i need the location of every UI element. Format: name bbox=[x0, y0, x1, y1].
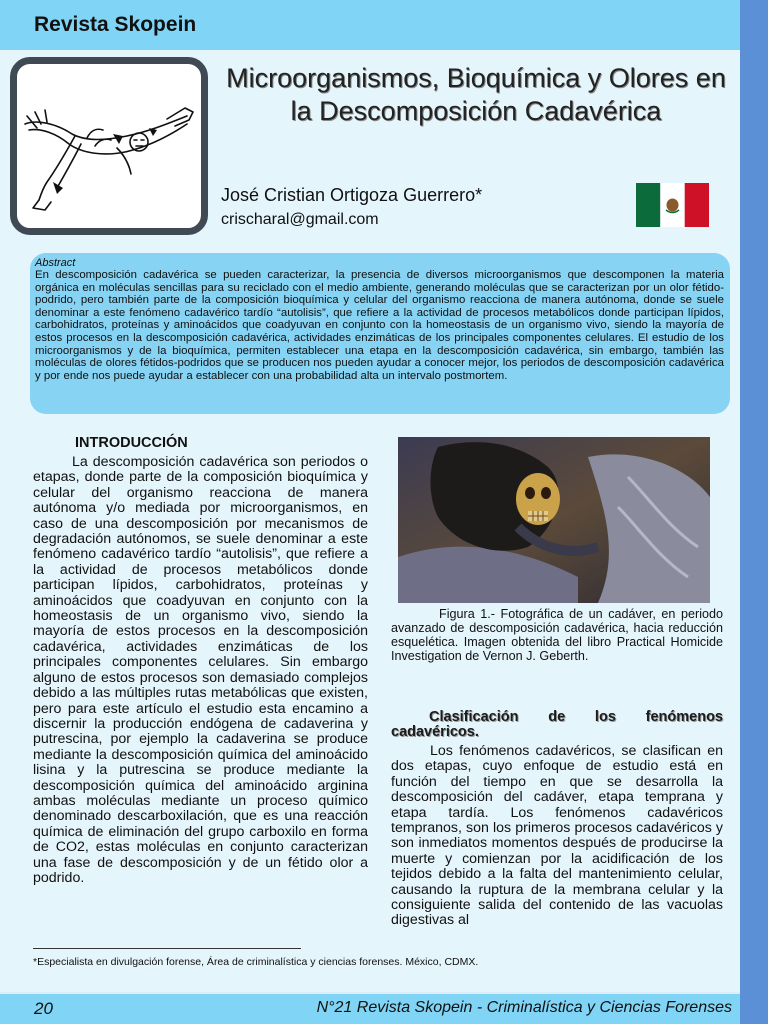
figure-caption: Figura 1.- Fotográfica de un cadáver, en periodo avanzado de descomposición cadavérica, hacia reducción esquelética. Imagen obtenida del libro Practical Homicide Investigation de Vernon J. Geberth. bbox=[391, 607, 723, 663]
section-paragraph: Los fenómenos cadavéricos, se clasifican en dos etapas, cuyo enfoque de estudio está en función del tiempo en que se desarrolla la descomposición del cadáver, etapa temprana y etapa tardía. Los fenómenos cadavéricos tempranos, son los primeros procesos cadavéricos y son inmediatos momentos después de producirse la muerte y comienzan por la acidificación de los tejidos debido a la falta del mantenimiento celular, causando la ruptura de la membrana celular y la consiguiente salida del contenido de las vacuolas digestivas al bbox=[391, 743, 723, 929]
abstract-text: En descomposición cadavérica se pueden caracterizar, la presencia de diversos microorganismos que descomponen la materia orgánica en moléculas sencillas para su reciclado con el medio ambiente, generando moléculas que se caracterizan por un olor fétido-podrido, pero también parte de la composición bioquímica y celular del organismo reacciona de manera autónoma, donde se suele denominar a este fenómeno cadavérico tardío “autolisis”, que refiere a la actividad de procesos metabólicos donde participan lípidos, carbohidratos, proteínas y aminoácidos que coadyuvan en conjunto con la homeostasis de un organismo vivo, siendo la mayoría de estos procesos en la descomposición cadavérica, actividades enzimáticas de los principales componentes celulares. El estudio de los microorganismos y de la bioquímica, permiten establecer una etapa en la descomposición cadavérica, sin embargo, también las moléculas de olores fétidos-podridos que se producen nos pueden ayudar a conocer mejor, los periodos de descomposición cadavérica y por ende nos puede ayudar a establecer con una probabilidad alta un intervalo postmortem. bbox=[35, 269, 724, 382]
abstract-box bbox=[30, 253, 730, 414]
article-title: Microorganismos, Bioquímica y Olores en la Descomposición Cadavérica bbox=[226, 63, 726, 127]
author-name: José Cristian Ortigoza Guerrero* bbox=[221, 185, 483, 205]
mexico-flag-icon bbox=[636, 183, 709, 227]
cadaver-photo bbox=[398, 437, 710, 603]
right-column bbox=[391, 744, 723, 929]
page-header bbox=[0, 0, 740, 50]
journal-name: Revista Skopein bbox=[34, 13, 197, 36]
footer-text: N°21 Revista Skopein - Criminalística y Ciencias Forenses bbox=[316, 999, 732, 1016]
footnote: *Especialista en divulgación forense, Área de criminalística y ciencias forenses. México, CDMX. bbox=[33, 956, 479, 968]
skeleton-sketch-image bbox=[10, 57, 208, 235]
intro-paragraph: La descomposición cadavérica son periodos o etapas, donde parte de la composición bioquímica y celular del organismo reacciona de manera autónoma y/o mediada por microorganismos, en caso de una descomposición por mecanismos de degradación autónomos, se suele denominar a este fenómeno cadavérico tardío “autolisis”, que refiere a la actividad de procesos metabólicos donde participan lípidos, carbohidratos, proteínas y aminoácidos que coadyuvan en conjunto con la homeostasis de un organismo vivo, siendo la mayoría de estos procesos en la descomposición cadavérica, actividades enzimáticas de los principales componentes celulares. Sin embargo alguno de estos procesos son demasiado complejos debido a las múltiples rutas metabólicas que existen, pero para este artículo el estudio esta encamino a discernir la producción endógena de cadaverina y putrescina, por ejemplo la cadaverina se produce mediante la descomposición química del aminoácido lisina y la putrescina se produce mediante la descomposición química del aminoácido arginina ambas moléculas mediante un proceso químico denominado descarboxilación, que es una reacción química de eliminación del grupo carboxilo en forma de CO2, estas moléculas en conjunto caracterizan una fase de descomposición y de un fétido olor a podrido. bbox=[33, 454, 368, 886]
side-accent-bar bbox=[740, 0, 768, 1024]
page-footer bbox=[0, 994, 740, 1024]
intro-heading: INTRODUCCIÓN bbox=[75, 435, 188, 451]
abstract-label: Abstract bbox=[35, 257, 76, 269]
page-number: 20 bbox=[34, 999, 53, 1018]
section-heading: Clasificación de los fenómenos cadavéricos. bbox=[391, 709, 723, 740]
footnote-divider bbox=[33, 948, 301, 949]
author-email: crischaral@gmail.com bbox=[221, 211, 379, 228]
left-column bbox=[33, 435, 368, 886]
